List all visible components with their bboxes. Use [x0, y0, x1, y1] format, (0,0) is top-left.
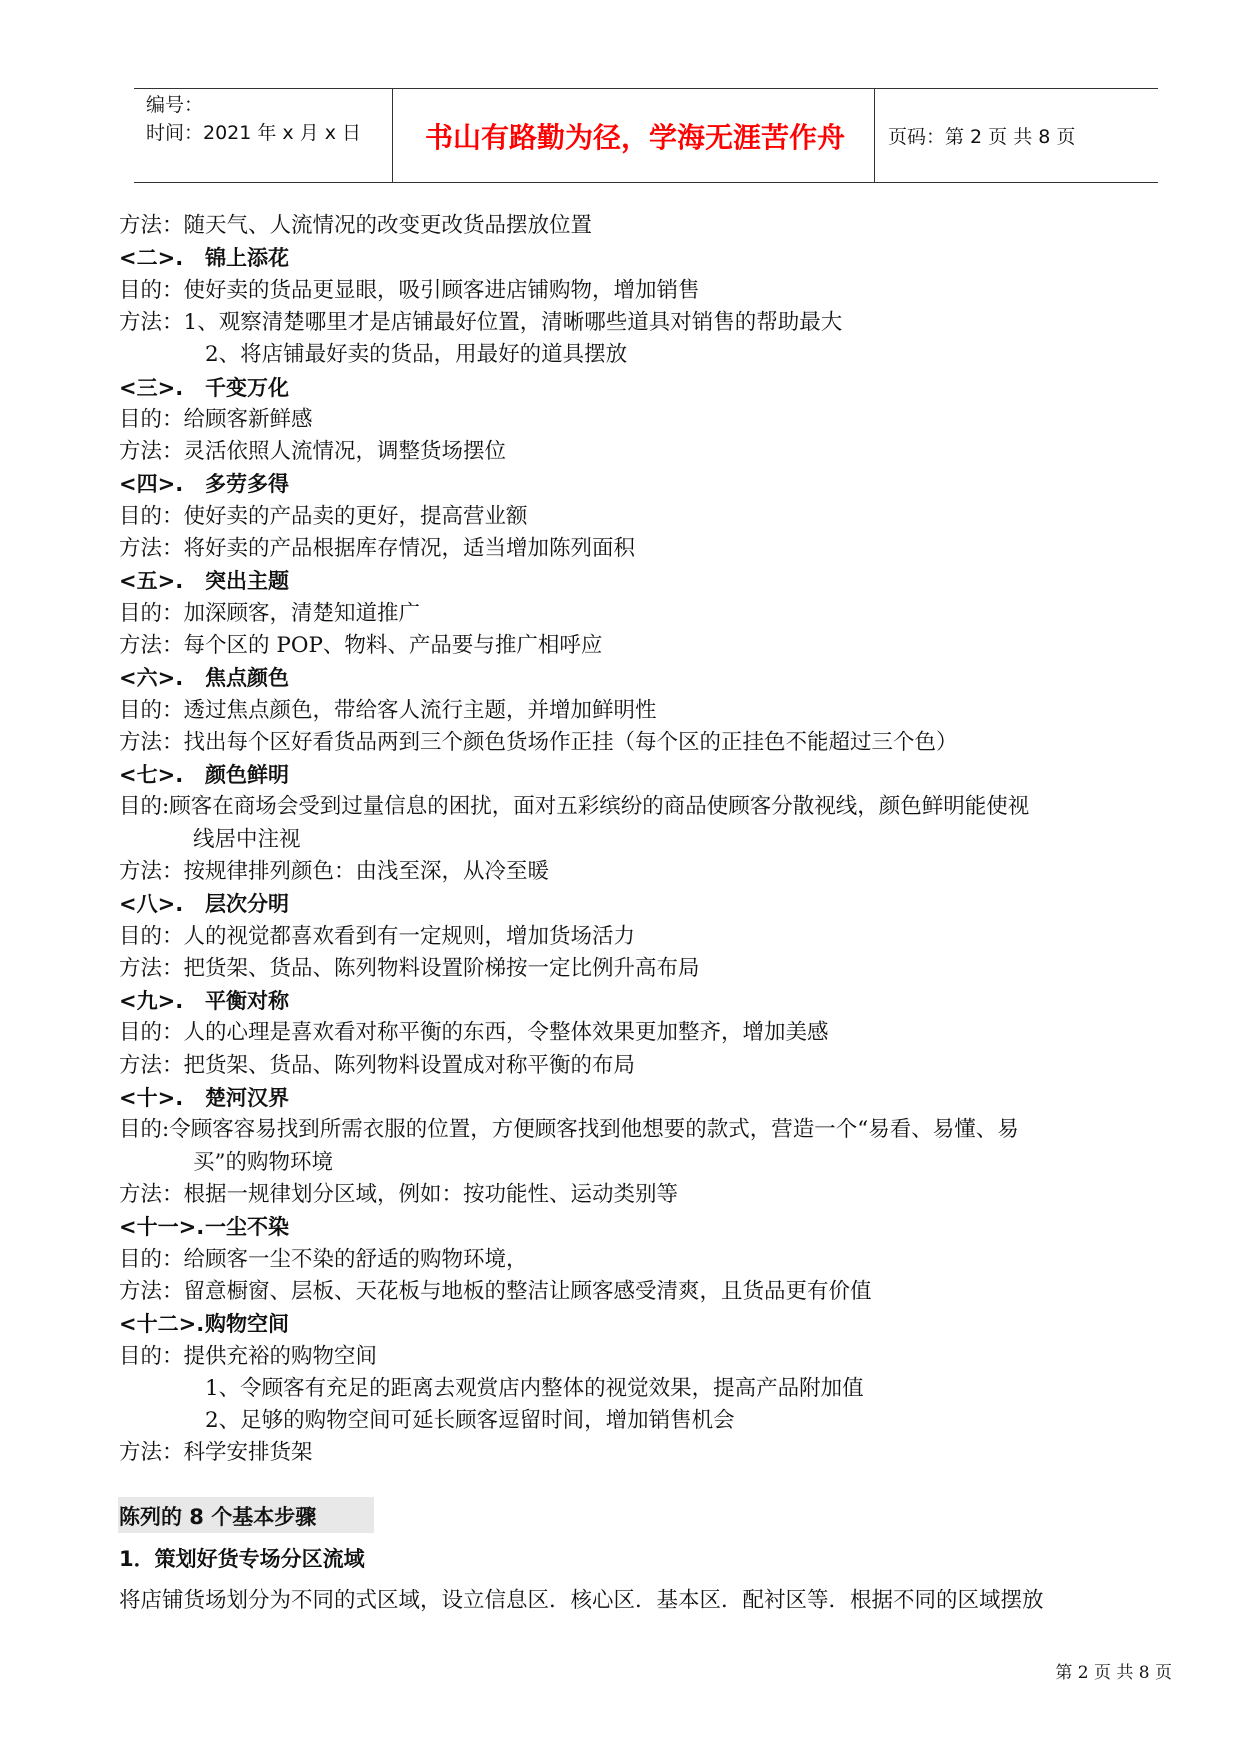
body-line [119, 857, 549, 887]
line-label: 目的： [119, 1247, 184, 1272]
line-label: 方法： [119, 439, 184, 464]
header-divider [874, 89, 875, 182]
section-name: 多劳多得 [205, 472, 289, 496]
section-title [119, 469, 289, 499]
body-line [119, 728, 958, 758]
header-time-label: 时间：2021 年 x 月 x 日 [146, 122, 362, 144]
line-label: 目的: [119, 1117, 170, 1142]
line-text: 把货架、货品、陈列物料设置成对称平衡的布局 [183, 1053, 636, 1078]
section-heading: 陈列的 8 个基本步骤 [119, 1505, 317, 1529]
line-label: 目的： [119, 504, 184, 529]
line-label: 目的： [119, 601, 184, 626]
header-meta [146, 91, 361, 147]
line-text: 给顾客新鲜感 [183, 407, 313, 432]
body-line [119, 599, 420, 629]
body-line [119, 211, 592, 241]
line-label: 目的： [119, 698, 184, 723]
section-number: <七>. [119, 763, 184, 787]
section-title [119, 373, 289, 403]
page-header-table [134, 88, 1158, 183]
section-name: 千变万化 [205, 376, 289, 400]
line-label: 方法： [119, 956, 184, 981]
body-line [119, 437, 506, 467]
section-name: 购物空间 [205, 1312, 289, 1336]
section-title [119, 663, 289, 693]
line-label: 目的: [119, 794, 170, 819]
body-line-continued [205, 1374, 864, 1404]
section-title [119, 1309, 289, 1339]
section-name: 平衡对称 [205, 989, 289, 1013]
section-number: <八>. [119, 892, 184, 916]
body-line-continued [193, 1148, 333, 1178]
body-line [119, 631, 602, 661]
section-title [119, 889, 289, 919]
header-motto: 书山有路勤为径，学海无涯苦作舟 [424, 120, 845, 154]
body-line-continued [205, 340, 627, 370]
line-text: 灵活依照人流情况，调整货场摆位 [183, 439, 507, 464]
line-text: 使好卖的货品更显眼，吸引顾客进店铺购物，增加销售 [183, 278, 700, 303]
section-title [119, 986, 289, 1016]
line-text: 把货架、货品、陈列物料设置阶梯按一定比例升高布局 [183, 956, 700, 981]
line-text: 根据一规律划分区域，例如：按功能性、运动类别等 [183, 1182, 679, 1207]
line-text: 2、将店铺最好卖的货品，用最好的道具摆放 [205, 342, 628, 367]
line-label: 方法： [119, 1440, 184, 1465]
body-line-continued [205, 1406, 735, 1436]
line-text: 每个区的 POP、物料、产品要与推广相呼应 [183, 633, 603, 658]
step-1-text: 将店铺货场划分为不同的式区域，设立信息区．核心区．基本区．配衬区等．根据不同的区域摆放 [119, 1588, 1044, 1613]
line-text: 人的视觉都喜欢看到有一定规则，增加货场活力 [183, 924, 636, 949]
line-text: 提供充裕的购物空间 [183, 1344, 378, 1369]
line-text: 线居中注视 [193, 827, 301, 852]
body-line [119, 502, 528, 532]
line-label: 方法： [119, 859, 184, 884]
header-divider [392, 89, 393, 182]
section-number: <三>. [119, 376, 184, 400]
line-label: 方法： [119, 1279, 184, 1304]
body-line [119, 405, 313, 435]
line-text: 使好卖的产品卖的更好，提高营业额 [183, 504, 528, 529]
body-line [119, 1115, 1019, 1145]
line-label: 方法： [119, 1182, 184, 1207]
line-text: 加深顾客，清楚知道推广 [183, 601, 421, 626]
line-label: 方法： [119, 213, 184, 238]
section-name: 锦上添花 [205, 246, 289, 270]
line-text: 2、足够的购物空间可延长顾客逗留时间，增加销售机会 [205, 1408, 735, 1433]
body-line [119, 954, 700, 984]
section-number: <十>. [119, 1086, 184, 1110]
body-line-continued [193, 825, 301, 855]
line-text: 令顾客容易找到所需衣服的位置，方便顾客找到他想要的款式，营造一个“易看、易懂、易 [169, 1117, 1019, 1142]
header-page-label: 页码：第 2 页 共 8 页 [888, 126, 1076, 148]
section-title [119, 1212, 289, 1242]
body-line [119, 1438, 313, 1468]
section-name: 层次分明 [205, 892, 289, 916]
body-line [119, 1277, 872, 1307]
line-label: 目的： [119, 924, 184, 949]
line-text: 按规律排列颜色：由浅至深，从冷至暖 [183, 859, 550, 884]
page-footer: 第 2 页 共 8 页 [1055, 1663, 1172, 1683]
section-number: <六>. [119, 666, 184, 690]
line-text: 给顾客一尘不染的舒适的购物环境， [183, 1247, 528, 1272]
line-text: 将好卖的产品根据库存情况，适当增加陈列面积 [183, 536, 636, 561]
section-name: 焦点颜色 [205, 666, 289, 690]
line-text: 留意橱窗、层板、天花板与地板的整洁让顾客感受清爽，且货品更有价值 [183, 1279, 872, 1304]
header-number-label: 编号： [146, 94, 204, 116]
body-line [119, 1342, 377, 1372]
line-label: 方法： [119, 633, 184, 658]
line-label: 目的： [119, 278, 184, 303]
section-number: <九>. [119, 989, 184, 1013]
line-text: 人的心理是喜欢看对称平衡的东西，令整体效果更加整齐，增加美感 [183, 1020, 829, 1045]
body-line [119, 534, 635, 564]
line-text: 找出每个区好看货品两到三个颜色货场作正挂（每个区的正挂色不能超过三个色） [183, 730, 958, 755]
section-title [119, 566, 289, 596]
line-text: 顾客在商场会受到过量信息的困扰，面对五彩缤纷的商品使顾客分散视线，颜色鲜明能使视 [169, 794, 1030, 819]
body-line [119, 922, 635, 952]
line-text: 1、观察清楚哪里才是店铺最好位置，清晰哪些道具对销售的帮助最大 [183, 310, 843, 335]
section-title [119, 760, 289, 790]
section-number: <四>. [119, 472, 184, 496]
line-label: 目的： [119, 407, 184, 432]
body-line [119, 1245, 528, 1275]
line-label: 方法： [119, 730, 184, 755]
body-line [119, 1051, 635, 1081]
line-text: 随天气、人流情况的改变更改货品摆放位置 [183, 213, 593, 238]
section-number: <十一>. [119, 1215, 205, 1239]
body-line [119, 1018, 829, 1048]
body-line [119, 308, 842, 338]
line-label: 目的： [119, 1020, 184, 1045]
body-line [119, 1180, 678, 1210]
section-number: <十二>. [119, 1312, 205, 1336]
body-line [119, 792, 1029, 822]
section-name: 颜色鲜明 [205, 763, 289, 787]
section-name: 一尘不染 [205, 1215, 289, 1239]
line-text: 透过焦点颜色，带给客人流行主题，并增加鲜明性 [183, 698, 657, 723]
section-name: 楚河汉界 [205, 1086, 289, 1110]
section-name: 突出主题 [205, 569, 289, 593]
step-1-title: 1．策划好货专场分区流域 [119, 1547, 365, 1571]
line-label: 方法： [119, 1053, 184, 1078]
section-title [119, 1083, 289, 1113]
line-text: 买”的购物环境 [193, 1150, 333, 1175]
line-label: 方法： [119, 310, 184, 335]
section-number: <二>. [119, 246, 184, 270]
line-label: 方法： [119, 536, 184, 561]
section-title [119, 243, 289, 273]
line-text: 科学安排货架 [183, 1440, 313, 1465]
body-line [119, 696, 657, 726]
body-line [119, 276, 700, 306]
line-text: 1、令顾客有充足的距离去观赏店内整体的视觉效果，提高产品附加值 [205, 1376, 864, 1401]
section-number: <五>. [119, 569, 184, 593]
line-label: 目的： [119, 1344, 184, 1369]
